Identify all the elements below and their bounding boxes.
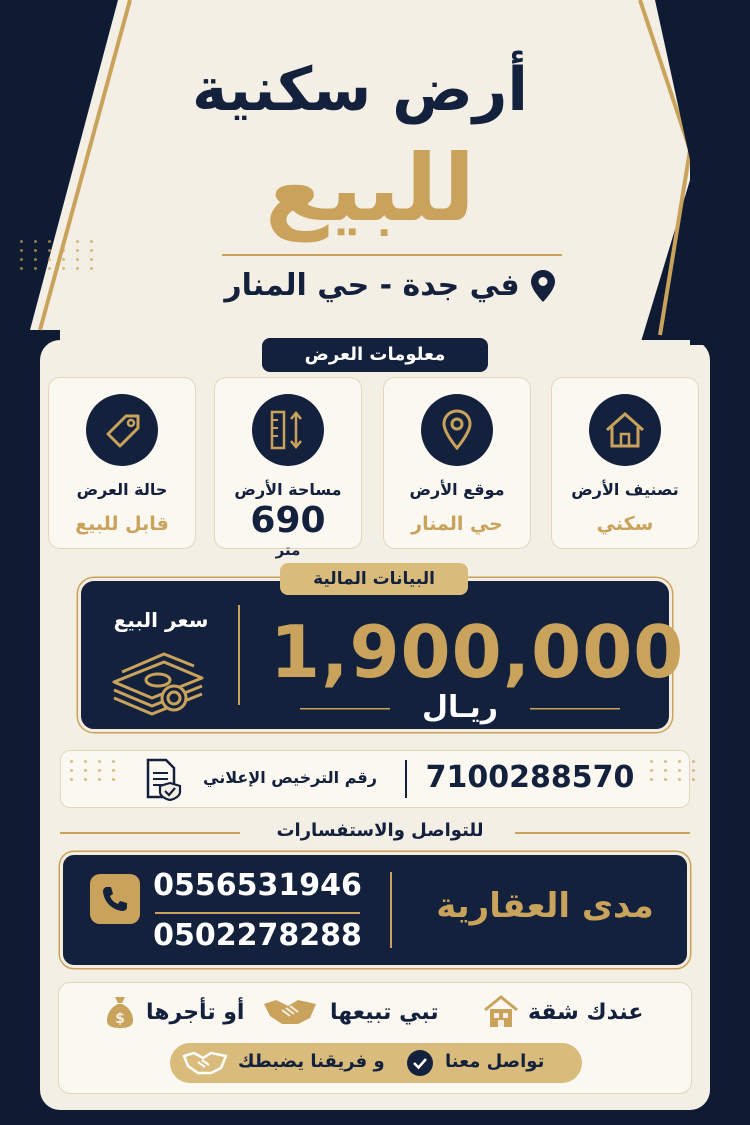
card-label: مساحة الأرض — [234, 480, 342, 499]
cta-team-text: و فريقنا يضبطك — [238, 1051, 385, 1072]
title-divider — [222, 254, 562, 256]
handshake-icon — [262, 996, 318, 1028]
promo-text-apartment: عندك شقة — [528, 1000, 644, 1025]
house-icon — [603, 410, 647, 450]
financial-title: البيانات المالية — [280, 563, 468, 595]
location-line — [210, 268, 570, 303]
decorative-dots — [20, 240, 98, 270]
offer-info-title: معلومات العرض — [262, 338, 488, 372]
card-land-area — [214, 377, 362, 559]
price-divider — [238, 605, 240, 705]
money-stack-icon — [108, 638, 208, 718]
title-line-2: للبيع — [264, 135, 476, 242]
card-value: حي المنار — [411, 513, 503, 535]
cta-contact-text: تواصل معنا — [445, 1051, 545, 1072]
tag-icon — [100, 408, 144, 452]
license-label: رقم الترخيص الإعلاني — [203, 768, 377, 787]
promo-text-sell: تبي تبيعها — [330, 1000, 439, 1025]
building-icon — [482, 994, 520, 1030]
location-pin-icon — [530, 269, 556, 303]
contact-title: للتواصل والاستفسارات — [276, 820, 484, 841]
ruler-icon — [266, 408, 310, 452]
price-label: سعر البيع — [113, 608, 209, 632]
card-label: تصنيف الأرض — [571, 480, 679, 499]
card-offer-status — [48, 377, 196, 549]
company-name: مدى العقارية — [436, 886, 654, 926]
phone-button[interactable] — [90, 874, 140, 924]
promo-text-rent: أو تأجرها — [146, 1000, 245, 1025]
contact-divider — [390, 872, 392, 948]
card-value: 690 — [250, 500, 326, 541]
handshake-icon — [182, 1050, 228, 1076]
license-document-icon — [142, 757, 182, 801]
card-value: سكني — [596, 513, 654, 535]
card-label: موقع الأرض — [409, 480, 505, 499]
card-value: قابل للبيع — [75, 513, 169, 535]
phone-number-2[interactable]: 0502278288 — [153, 918, 362, 953]
currency-rule-right — [530, 708, 620, 712]
check-circle-icon — [406, 1049, 434, 1077]
currency-rule-left — [300, 708, 390, 712]
location-pin-icon — [440, 408, 474, 452]
phone-icon — [100, 884, 130, 914]
card-land-classification — [551, 377, 699, 549]
svg-text:$: $ — [115, 1011, 125, 1027]
contact-rule-left — [60, 832, 240, 834]
license-number: 7100288570 — [425, 760, 635, 795]
location-text: في جدة - حي المنار — [224, 268, 520, 303]
title-line-1: أرض سكنية — [192, 55, 528, 125]
money-bag-icon — [104, 994, 136, 1030]
phone-divider — [155, 912, 360, 914]
card-label: حالة العرض — [76, 480, 168, 499]
phone-number-1[interactable]: 0556531946 — [153, 868, 362, 903]
price-currency: ريـال — [421, 690, 499, 725]
contact-rule-right — [515, 832, 690, 834]
price-value: 1,900,000 — [270, 610, 685, 694]
card-unit: متر — [275, 541, 301, 559]
decorative-dots — [650, 760, 700, 781]
card-land-location — [383, 377, 531, 549]
license-divider — [405, 760, 407, 798]
decorative-dots — [70, 760, 120, 781]
